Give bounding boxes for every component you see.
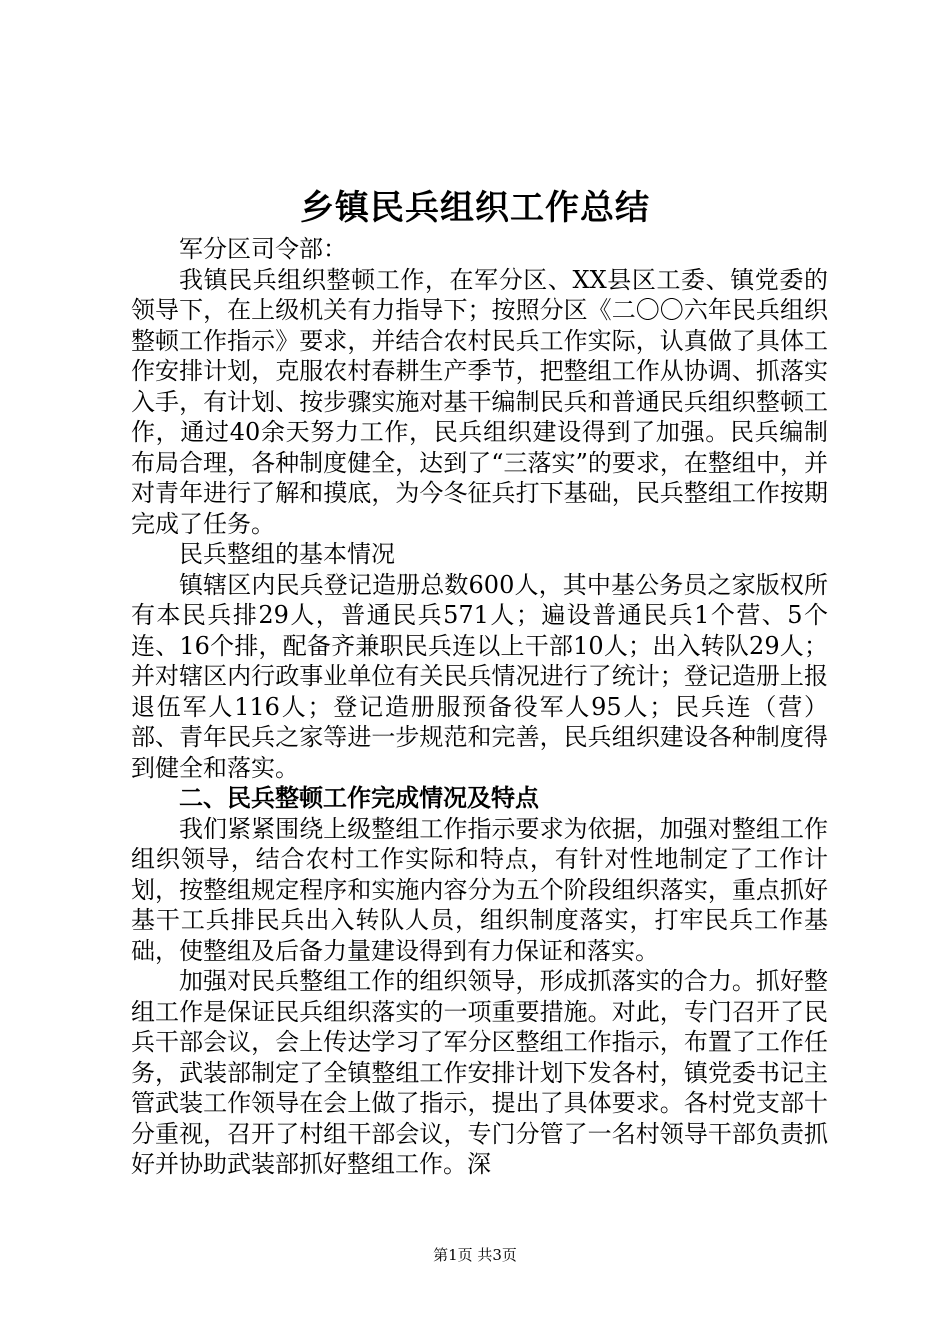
section-subtitle: 民兵整组的基本情况 [179,540,395,568]
document-title: 乡镇民兵组织工作总结 [300,188,650,228]
page-number-footer: 第1页 共3页 [433,1246,517,1264]
basic-situation-paragraph: 镇辖区内民兵登记造册总数600人，其中基公务员之家版权所有本民兵排29人，普通民兵571人；遍设普通民兵1个营、5个连、16个排，配备齐兼职民兵连以上干部10人；出入转队29人；并对辖区内行政事业单位有关民兵情况进行了统计；登记造册上报退伍军人116人；登记造册服预备役军人95人；民兵连（营）部、青年民兵之家等进一步规范和完善，民兵组织建设各种制度得到健全和落实。 [131,570,828,782]
document-body [131,234,828,1180]
salutation: 军分区司令部： [179,235,347,263]
work-overview-paragraph: 我们紧紧围绕上级整组工作指示要求为依据，加强对整组工作组织领导，结合农村工作实际和特点，有针对性地制定了工作计划，按整组规定程序和实施内容分为五个阶段组织落实，重点抓好基干工兵排民兵出入转队人员，组织制度落实，打牢民兵工作基础，使整组及后备力量建设得到有力保证和落实。 [131,814,828,965]
leadership-paragraph: 加强对民兵整组工作的组织领导，形成抓落实的合力。抓好整组工作是保证民兵组织落实的一项重要措施。对此，专门召开了民兵干部会议，会上传达学习了军分区整组工作指示，布置了工作任务，武装部制定了全镇整组工作安排计划下发各村，镇党委书记主管武装工作领导在会上做了指示，提出了具体要求。各村党支部十分重视，召开了村组干部会议，专门分管了一名村领导干部负责抓好并协助武装部抓好整组工作。深 [131,967,828,1178]
intro-paragraph: 我镇民兵组织整顿工作，在军分区、XX县区工委、镇党委的领导下，在上级机关有力指导下；按照分区《二〇〇六年民兵组织整顿工作指示》要求，并结合农村民兵工作实际，认真做了具体工作安排计划，克服农村春耕生产季节，把整组工作从协调、抓落实入手，有计划、按步骤实施对基干编制民兵和普通民兵组织整顿工作，通过40余天努力工作，民兵组织建设得到了加强。民兵编制布局合理，各种制度健全，达到了“三落实”的要求，在整组中，并对青年进行了解和摸底，为今冬征兵打下基础，民兵整组工作按期完成了任务。 [131,265,828,538]
section-heading: 二、民兵整顿工作完成情况及特点 [179,784,539,812]
